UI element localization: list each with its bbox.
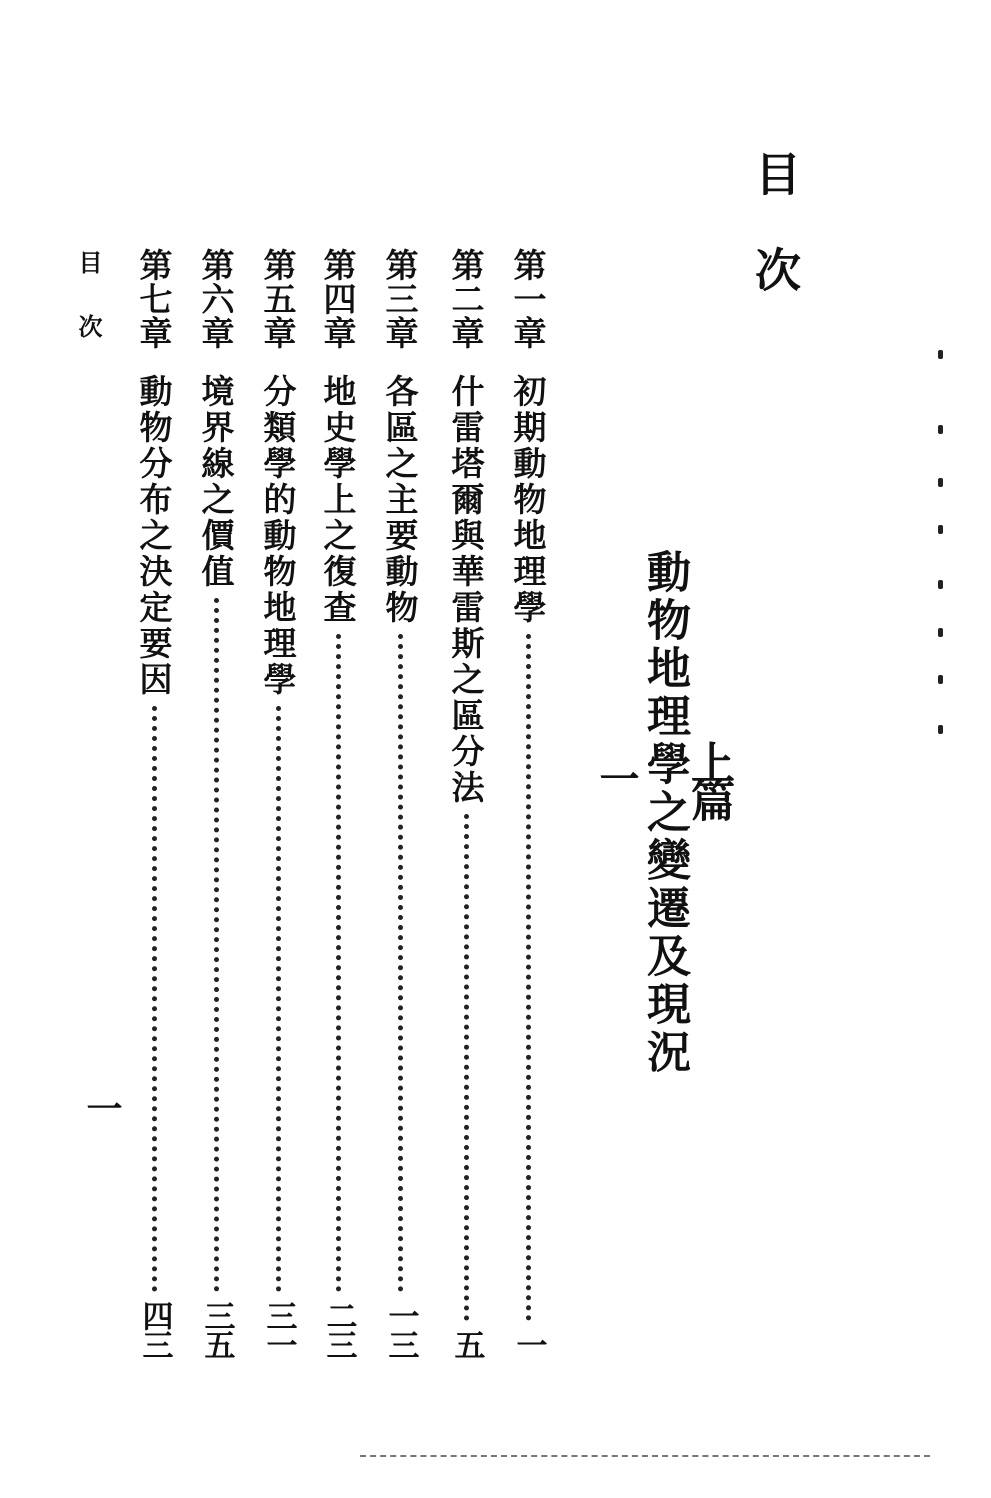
dot-leader — [336, 634, 341, 1292]
chapter-number: 第四章 — [318, 248, 358, 350]
toc-chapter-3[interactable] — [380, 248, 420, 1358]
toc-chapter-7[interactable] — [134, 248, 174, 1358]
chapter-number: 第二章 — [446, 248, 486, 350]
chapter-title: 什雷塔爾與華雷斯之區分法 — [446, 374, 486, 806]
scan-speck — [938, 628, 943, 637]
chapter-number: 第六章 — [196, 248, 236, 350]
toc-chapter-5[interactable] — [258, 248, 298, 1358]
chapter-title: 分類學的動物地理學 — [258, 374, 298, 698]
scan-speck — [938, 725, 943, 734]
chapter-title: 初期動物地理學 — [508, 374, 548, 626]
scan-speck — [938, 350, 943, 359]
dot-leader — [526, 634, 531, 1321]
chapter-page-number: 五 — [448, 1329, 485, 1358]
chapter-title: 動物分布之決定要因 — [134, 374, 174, 698]
toc-chapter-6[interactable] — [196, 248, 236, 1358]
dot-leader — [214, 598, 219, 1292]
toc-chapter-4[interactable] — [318, 248, 358, 1358]
chapter-number: 第三章 — [380, 248, 420, 350]
chapter-page-number: 一三 — [382, 1300, 419, 1358]
scan-speck — [938, 525, 943, 534]
chapter-page-number: 四三 — [136, 1300, 173, 1358]
scan-speck — [938, 478, 943, 487]
toc-part-entry[interactable] — [593, 198, 734, 1358]
chapter-title: 地史學上之復查 — [318, 374, 358, 626]
dot-leader — [276, 706, 281, 1292]
scan-edge-line — [360, 1455, 930, 1459]
dot-leader — [152, 706, 157, 1292]
chapter-number: 第七章 — [134, 248, 174, 350]
dot-leader — [398, 634, 403, 1292]
dot-leader — [464, 814, 469, 1321]
chapter-page-number: 二三 — [320, 1300, 357, 1358]
toc-chapter-1[interactable] — [508, 248, 548, 1358]
chapter-number: 第一章 — [508, 248, 548, 350]
chapter-number: 第五章 — [258, 248, 298, 350]
scan-speck — [938, 675, 943, 684]
running-head: 目次 — [74, 250, 103, 378]
part-page-number: 一 — [593, 758, 640, 798]
page-title: 目次 — [748, 150, 802, 342]
part-label: 上篇 — [683, 740, 734, 816]
chapter-title: 境界線之價值 — [196, 374, 236, 590]
part-title: 動物地理學之變遷及現況 — [639, 549, 690, 1077]
toc-chapter-2[interactable] — [446, 248, 486, 1358]
chapter-page-number: 三五 — [198, 1300, 235, 1358]
scan-speck — [938, 425, 943, 434]
chapter-page-number: 一 — [510, 1329, 547, 1358]
chapter-page-number: 三一 — [260, 1300, 297, 1358]
scan-speck — [938, 580, 943, 589]
chapter-title: 各區之主要動物 — [380, 374, 420, 626]
folio-page-number: 一 — [81, 1090, 123, 1126]
